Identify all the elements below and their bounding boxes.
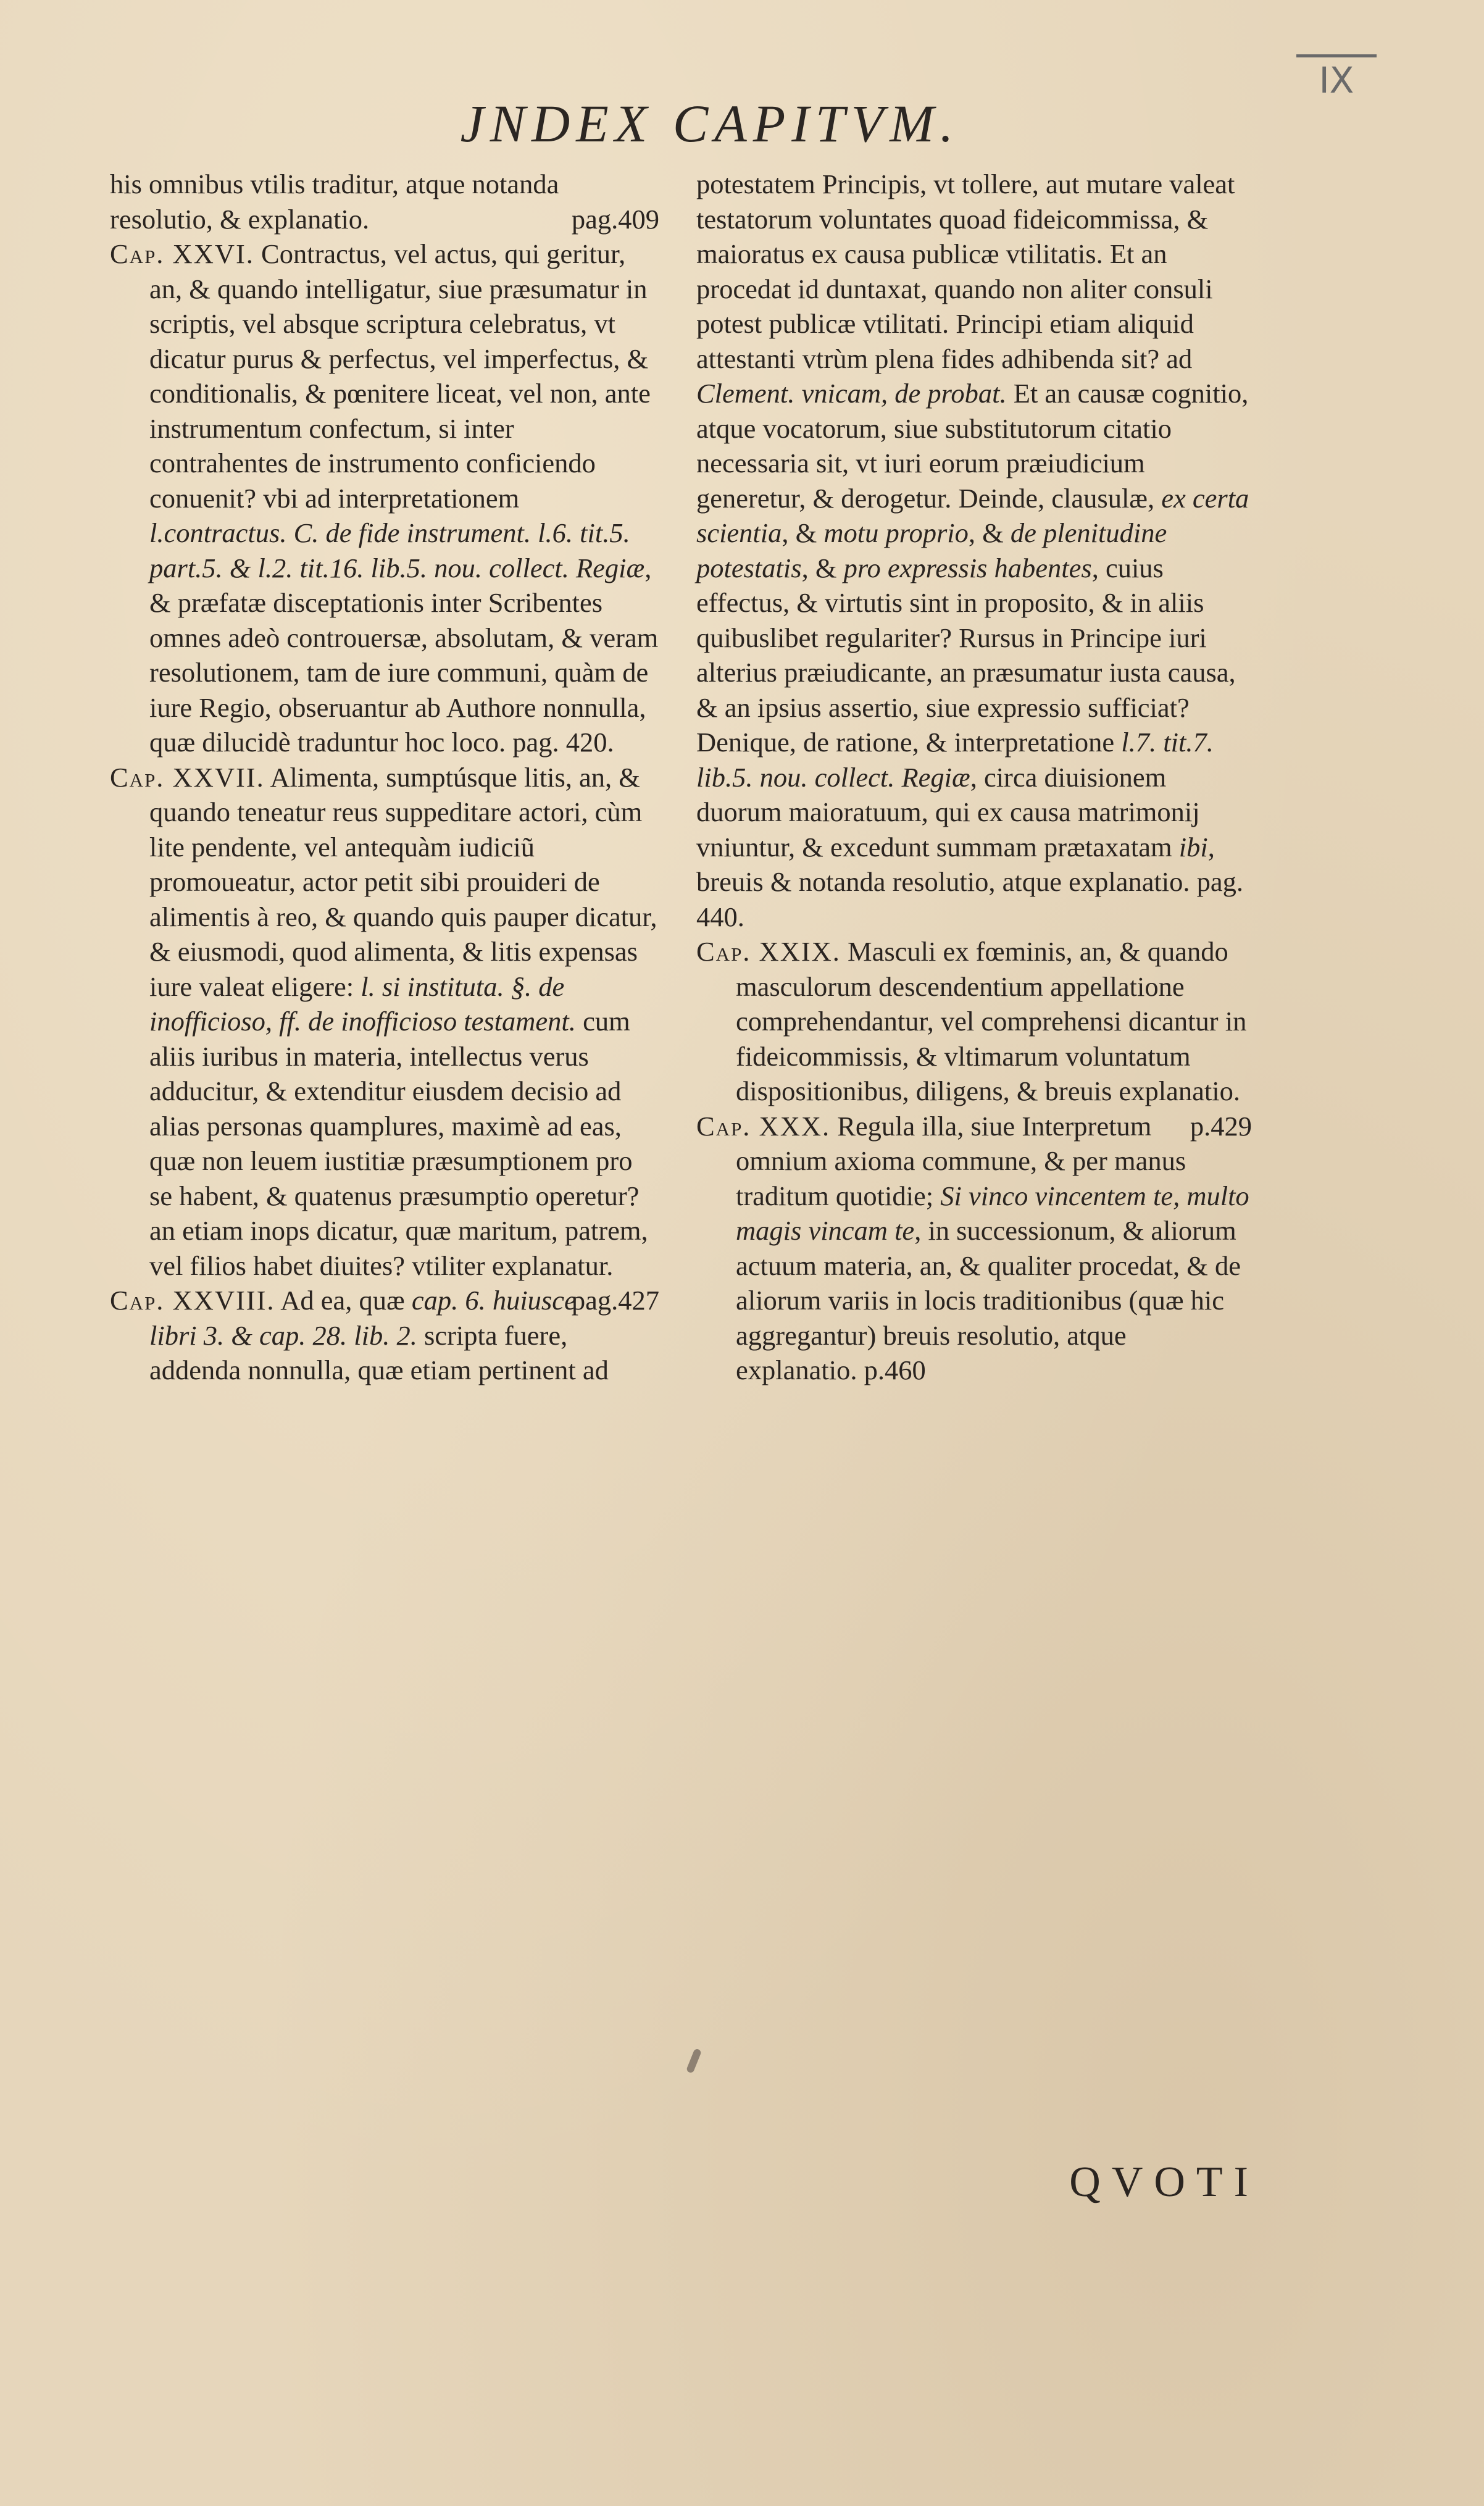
right-column xyxy=(696,167,1252,1388)
legal-citation: Si vinco vincentem te, multo magis vincam te xyxy=(736,1180,1249,1246)
index-entry-cap-26: Cap. XXVI. Contractus, vel actus, qui geritur, an, & quando intelligatur, siue præsumatur in scriptis, vel absque scriptura celebratus, vt dicatur purus & perfectus, vel imperfectus, & conditionalis, & pœnitere liceat, vel non, ante instrumentum confectum, si inter contrahentes de instrumento conficiendo conuenit? vbi ad interpretationem l.contractus. C. de fide instrument. l.6. tit.5. part.5. & l.2. tit.16. lib.5. nou. collect. Regiæ, & præfatæ disceptationis inter Scribentes omnes adeò controuersæ, absolutam, & veram resolutionem, tam de iure communi, quàm de iure Regio, obseruantur ab Authore nonnulla, quæ dilucidè traduntur hoc loco. pag. 420. xyxy=(110,238,659,758)
index-entry-cap-30: Cap. XXX. Regula illa, siue Interpretum omnium axioma commune, & per manus traditum quotidie; Si vinco vincentem te, multo magis vincam te, in successionum, & aliorum actuum materia, an, & qualiter procedat, & de aliorum variis in locis traditionibus (quæ hic aggregantur) breuis resolutio, atque explanatio. p.460 xyxy=(696,1110,1249,1385)
legal-citation: pro expressis habentes xyxy=(843,552,1092,583)
index-entry-continuation: his omnibus vtilis traditur, atque notanda resolutio, & explanatio. pag.409 xyxy=(110,167,659,236)
chapter-label: Cap. XXX. xyxy=(696,1110,831,1142)
index-entry-cap-27: Cap. XXVII. Alimenta, sumptúsque litis, an, & quando teneatur reus suppeditare actori, cùm lite pendente, vel antequàm iudiciũ promoueatur, actor petit sibi prouideri de alimentis à reo, & quando quis pauper dicatur, & eiusmodi, quod alimenta, & litis expensas iure valeat eligere: l. si instituta. §. de inofficioso, ff. de inofficioso testament. cum aliis iuribus in materia, intellectus verus adducitur, & extenditur eiusdem decisio ad alias personas quamplures, maximè ad eas, quæ non leuem iustitiæ præsumptionem pro se habent, & quatenus præsumptio operetur? an etiam inops dicatur, quæ maritum, patrem, vel filios habet diuites? vtiliter explanatur. pag.427 xyxy=(110,760,659,1284)
left-column xyxy=(110,167,659,1388)
legal-citation: ibi xyxy=(1178,831,1208,862)
legal-citation: l.7. tit.7. lib.5. nou. collect. Regiæ xyxy=(696,727,1214,793)
catchword: QVOTI xyxy=(1069,2158,1259,2206)
page-reference: p.429 xyxy=(1190,1110,1252,1142)
page-reference: pag.409 xyxy=(571,203,659,235)
chapter-label: Cap. XXVII. xyxy=(110,761,265,793)
handwritten-page-note: IX xyxy=(1296,54,1377,103)
index-entry-cap-29: Cap. XXIX. Masculi ex fœminis, an, & quando masculorum descendentium appellatione comprehendantur, vel comprehensi dicantur in fideicommissis, & vltimarum voluntatum dispositionibus, diligens, & breuis explanatio. p.429 xyxy=(696,934,1252,1109)
running-head: JNDEX CAPITVM. xyxy=(460,94,960,153)
ink-smudge xyxy=(686,2048,702,2074)
legal-citation: motu proprio xyxy=(823,517,969,548)
chapter-label: Cap. XXVI. xyxy=(110,238,254,269)
legal-citation: l. si instituta. §. de inofficioso, ff. de inofficioso testament. xyxy=(149,971,576,1037)
legal-citation: de plenitudine potestatis xyxy=(696,517,1167,583)
index-entry-cap-28: Cap. XXVIII. Ad ea, quæ cap. 6. huiusce libri 3. & cap. 28. lib. 2. scripta fuere, addenda nonnulla, quæ etiam pertinent ad xyxy=(110,1285,609,1385)
legal-citation: ex certa scientia xyxy=(696,482,1249,548)
legal-citation: cap. 6. huiusce libri 3. & cap. 28. lib. 2. xyxy=(149,1285,577,1351)
chapter-label: Cap. XXIX. xyxy=(696,936,841,967)
page-reference: pag.427 xyxy=(571,1285,659,1316)
index-entry-continuation: potestatem Principis, vt tollere, aut mutare valeat testatorum voluntates quoad fideicommissa, & maioratus ex causa publicæ vtilitatis. Et an procedat id duntaxat, quando non aliter consuli potest publicæ vtilitati. Principi etiam aliquid attestanti vtrùm plena fides adhibenda sit? ad Clement. vnicam, de probat. Et an causæ cognitio, atque vocatorum, siue substitutorum citatio necessaria sit, vt iuri eorum præiudicium generetur, & derogetur. Deinde, clausulæ, ex certa scientia, & motu proprio, & de plenitudine potestatis, & pro expressis habentes, cuius effectus, & virtutis sint in proposito, & in aliis quibuslibet regulariter? Rursus in Principe iuri alterius præiudicante, an præsumatur iusta causa, & an ipsius assertio, siue expressio sufficiat? Denique, de ratione, & interpretatione l.7. tit.7. lib.5. nou. collect. Regiæ, circa diuisionem duorum maioratuum, qui ex causa matrimonij vniuntur, & excedunt summam prætaxatam ibi, breuis & notanda resolutio, atque explanatio. pag. 440. xyxy=(696,169,1249,932)
legal-citation: Clement. vnicam, de probat. xyxy=(696,378,1007,409)
legal-citation: l.contractus. C. de fide instrument. l.6. tit.5. part.5. & l.2. tit.16. lib.5. nou. collect. Regiæ xyxy=(149,517,645,583)
chapter-label: Cap. XXVIII. xyxy=(110,1285,275,1316)
